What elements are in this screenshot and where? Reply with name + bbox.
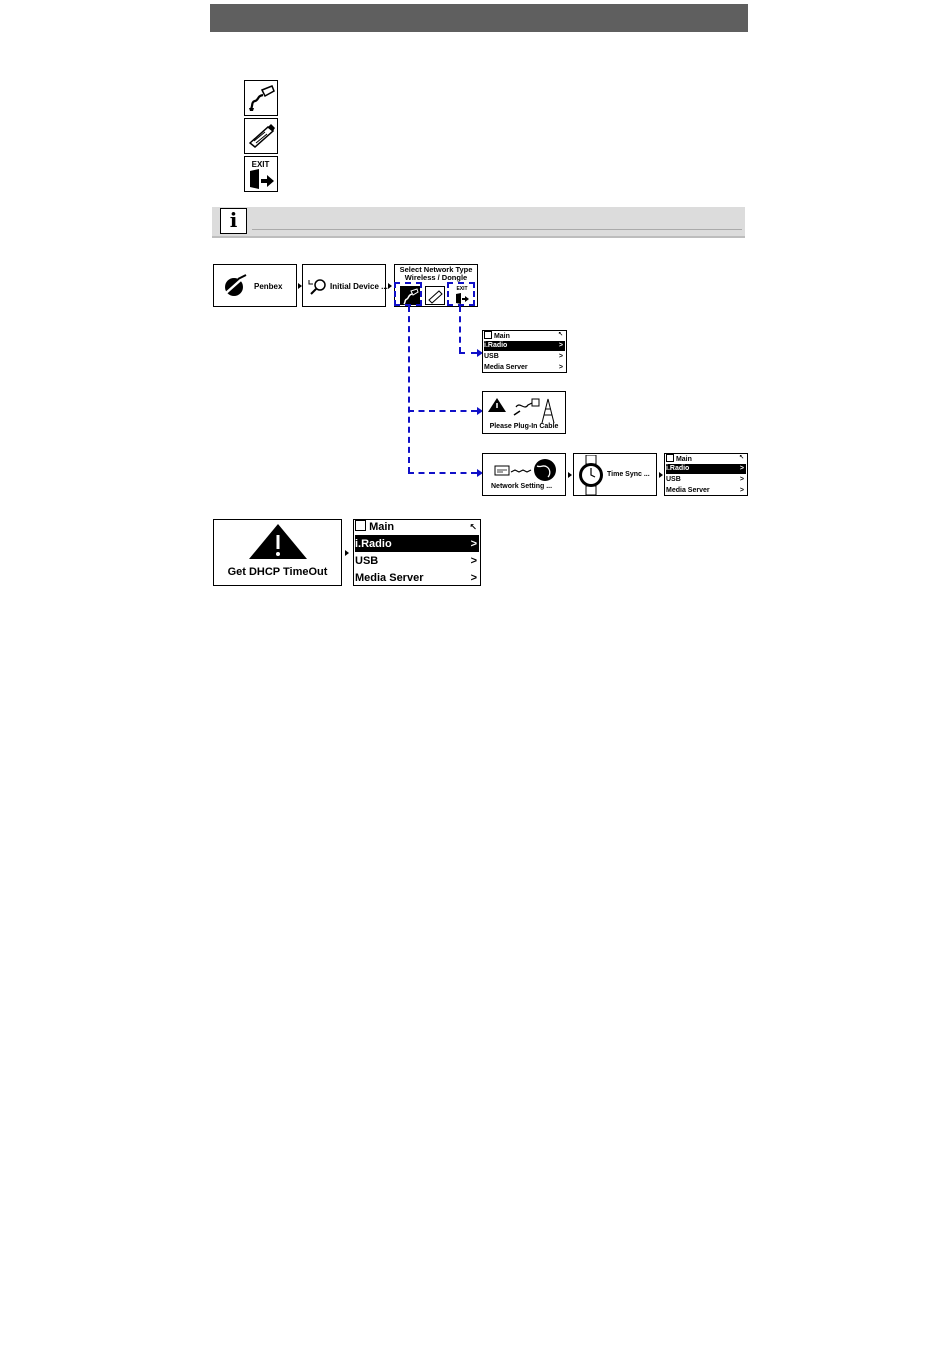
warning-icon xyxy=(247,523,309,561)
menu-item-media-server[interactable] xyxy=(355,570,479,586)
exit-icon-label: EXIT xyxy=(251,160,270,169)
search-device-icon xyxy=(308,277,330,295)
header-bar xyxy=(210,4,748,32)
menu-item-media-server[interactable] xyxy=(666,486,746,496)
menu-item-label: i.Radio xyxy=(666,465,690,472)
menu-title: Main xyxy=(675,456,692,463)
warning-cable-icon xyxy=(486,395,564,425)
note-bar xyxy=(212,207,745,238)
init-screen-label: Initial Device ... xyxy=(330,282,388,291)
menu-item-usb[interactable] xyxy=(484,352,565,362)
dhcp-timeout-label: Get DHCP TimeOut xyxy=(227,566,328,578)
down-icon xyxy=(666,454,674,462)
time-sync-screen xyxy=(573,453,657,496)
note-divider xyxy=(252,229,742,230)
down-icon xyxy=(355,520,366,531)
main-menu-large xyxy=(353,519,481,586)
connector-line xyxy=(459,352,477,354)
wireless-highlight xyxy=(394,282,422,306)
down-icon xyxy=(484,331,492,339)
dongle-icon xyxy=(244,118,278,154)
chevron-right-icon: > xyxy=(739,465,744,472)
connector-line xyxy=(459,306,461,353)
menu-item-usb[interactable] xyxy=(666,475,746,485)
time-sync-label: Time Sync ... xyxy=(607,471,650,478)
menu-title: Main xyxy=(369,521,395,533)
main-menu-small-2 xyxy=(664,453,748,496)
wireless-icon xyxy=(244,80,278,116)
select-network-title xyxy=(395,266,477,282)
menu-item-iradio[interactable] xyxy=(355,536,479,552)
chevron-right-icon: > xyxy=(558,353,563,360)
chevron-right-icon: > xyxy=(470,555,477,567)
connector-line xyxy=(408,410,477,412)
network-setting-label: Network Setting ... xyxy=(491,483,553,490)
menu-item-label: Media Server xyxy=(666,487,710,494)
menu-item-media-server[interactable] xyxy=(484,363,565,373)
penbex-logo-icon xyxy=(222,273,248,299)
boot-screen-label: Penbex xyxy=(254,282,283,291)
dongle-option-icon[interactable] xyxy=(425,286,445,305)
select-network-title-line2: Wireless / Dongle xyxy=(404,273,468,282)
network-setting-screen xyxy=(482,453,566,496)
network-globe-icon xyxy=(493,458,559,484)
plug-cable-screen xyxy=(482,391,566,434)
main-menu-small xyxy=(482,330,567,373)
dhcp-timeout-screen xyxy=(213,519,342,586)
connector-line xyxy=(408,306,410,473)
exit-icon xyxy=(244,156,278,192)
menu-item-label: i.Radio xyxy=(355,538,392,550)
edit-icon: ↖ xyxy=(469,522,477,532)
menu-item-iradio[interactable] xyxy=(666,464,746,474)
menu-title: Main xyxy=(493,333,510,340)
menu-item-usb[interactable] xyxy=(355,553,479,569)
chevron-right-icon: > xyxy=(558,364,563,371)
chevron-right-icon: > xyxy=(558,342,563,349)
flow-arrow xyxy=(568,472,572,478)
boot-screen xyxy=(213,264,297,307)
plug-cable-label: Please Plug-In Cable xyxy=(489,423,559,430)
flow-arrow xyxy=(659,472,663,478)
select-network-title-line1: Select Network Type xyxy=(399,265,473,274)
menu-item-label: i.Radio xyxy=(484,342,508,349)
flow-arrow xyxy=(345,550,349,556)
menu-item-label: USB xyxy=(484,353,499,360)
edit-icon: ↖ xyxy=(557,332,563,338)
chevron-right-icon: > xyxy=(470,572,477,584)
info-icon: i xyxy=(220,208,247,234)
menu-item-iradio[interactable] xyxy=(484,341,565,351)
menu-item-label: Media Server xyxy=(484,364,528,371)
menu-item-label: Media Server xyxy=(355,572,424,584)
exit-highlight xyxy=(447,282,475,306)
menu-item-label: USB xyxy=(355,555,379,567)
watch-icon xyxy=(577,455,605,495)
connector-line xyxy=(408,472,477,474)
menu-title-row xyxy=(355,520,479,536)
exit-option-label: EXIT xyxy=(456,286,468,292)
menu-item-label: USB xyxy=(666,476,681,483)
edit-icon: ↖ xyxy=(738,455,744,461)
chevron-right-icon: > xyxy=(470,538,477,550)
chevron-right-icon: > xyxy=(739,476,744,483)
init-screen xyxy=(302,264,386,307)
chevron-right-icon: > xyxy=(739,487,744,494)
flow-arrow xyxy=(388,283,392,289)
